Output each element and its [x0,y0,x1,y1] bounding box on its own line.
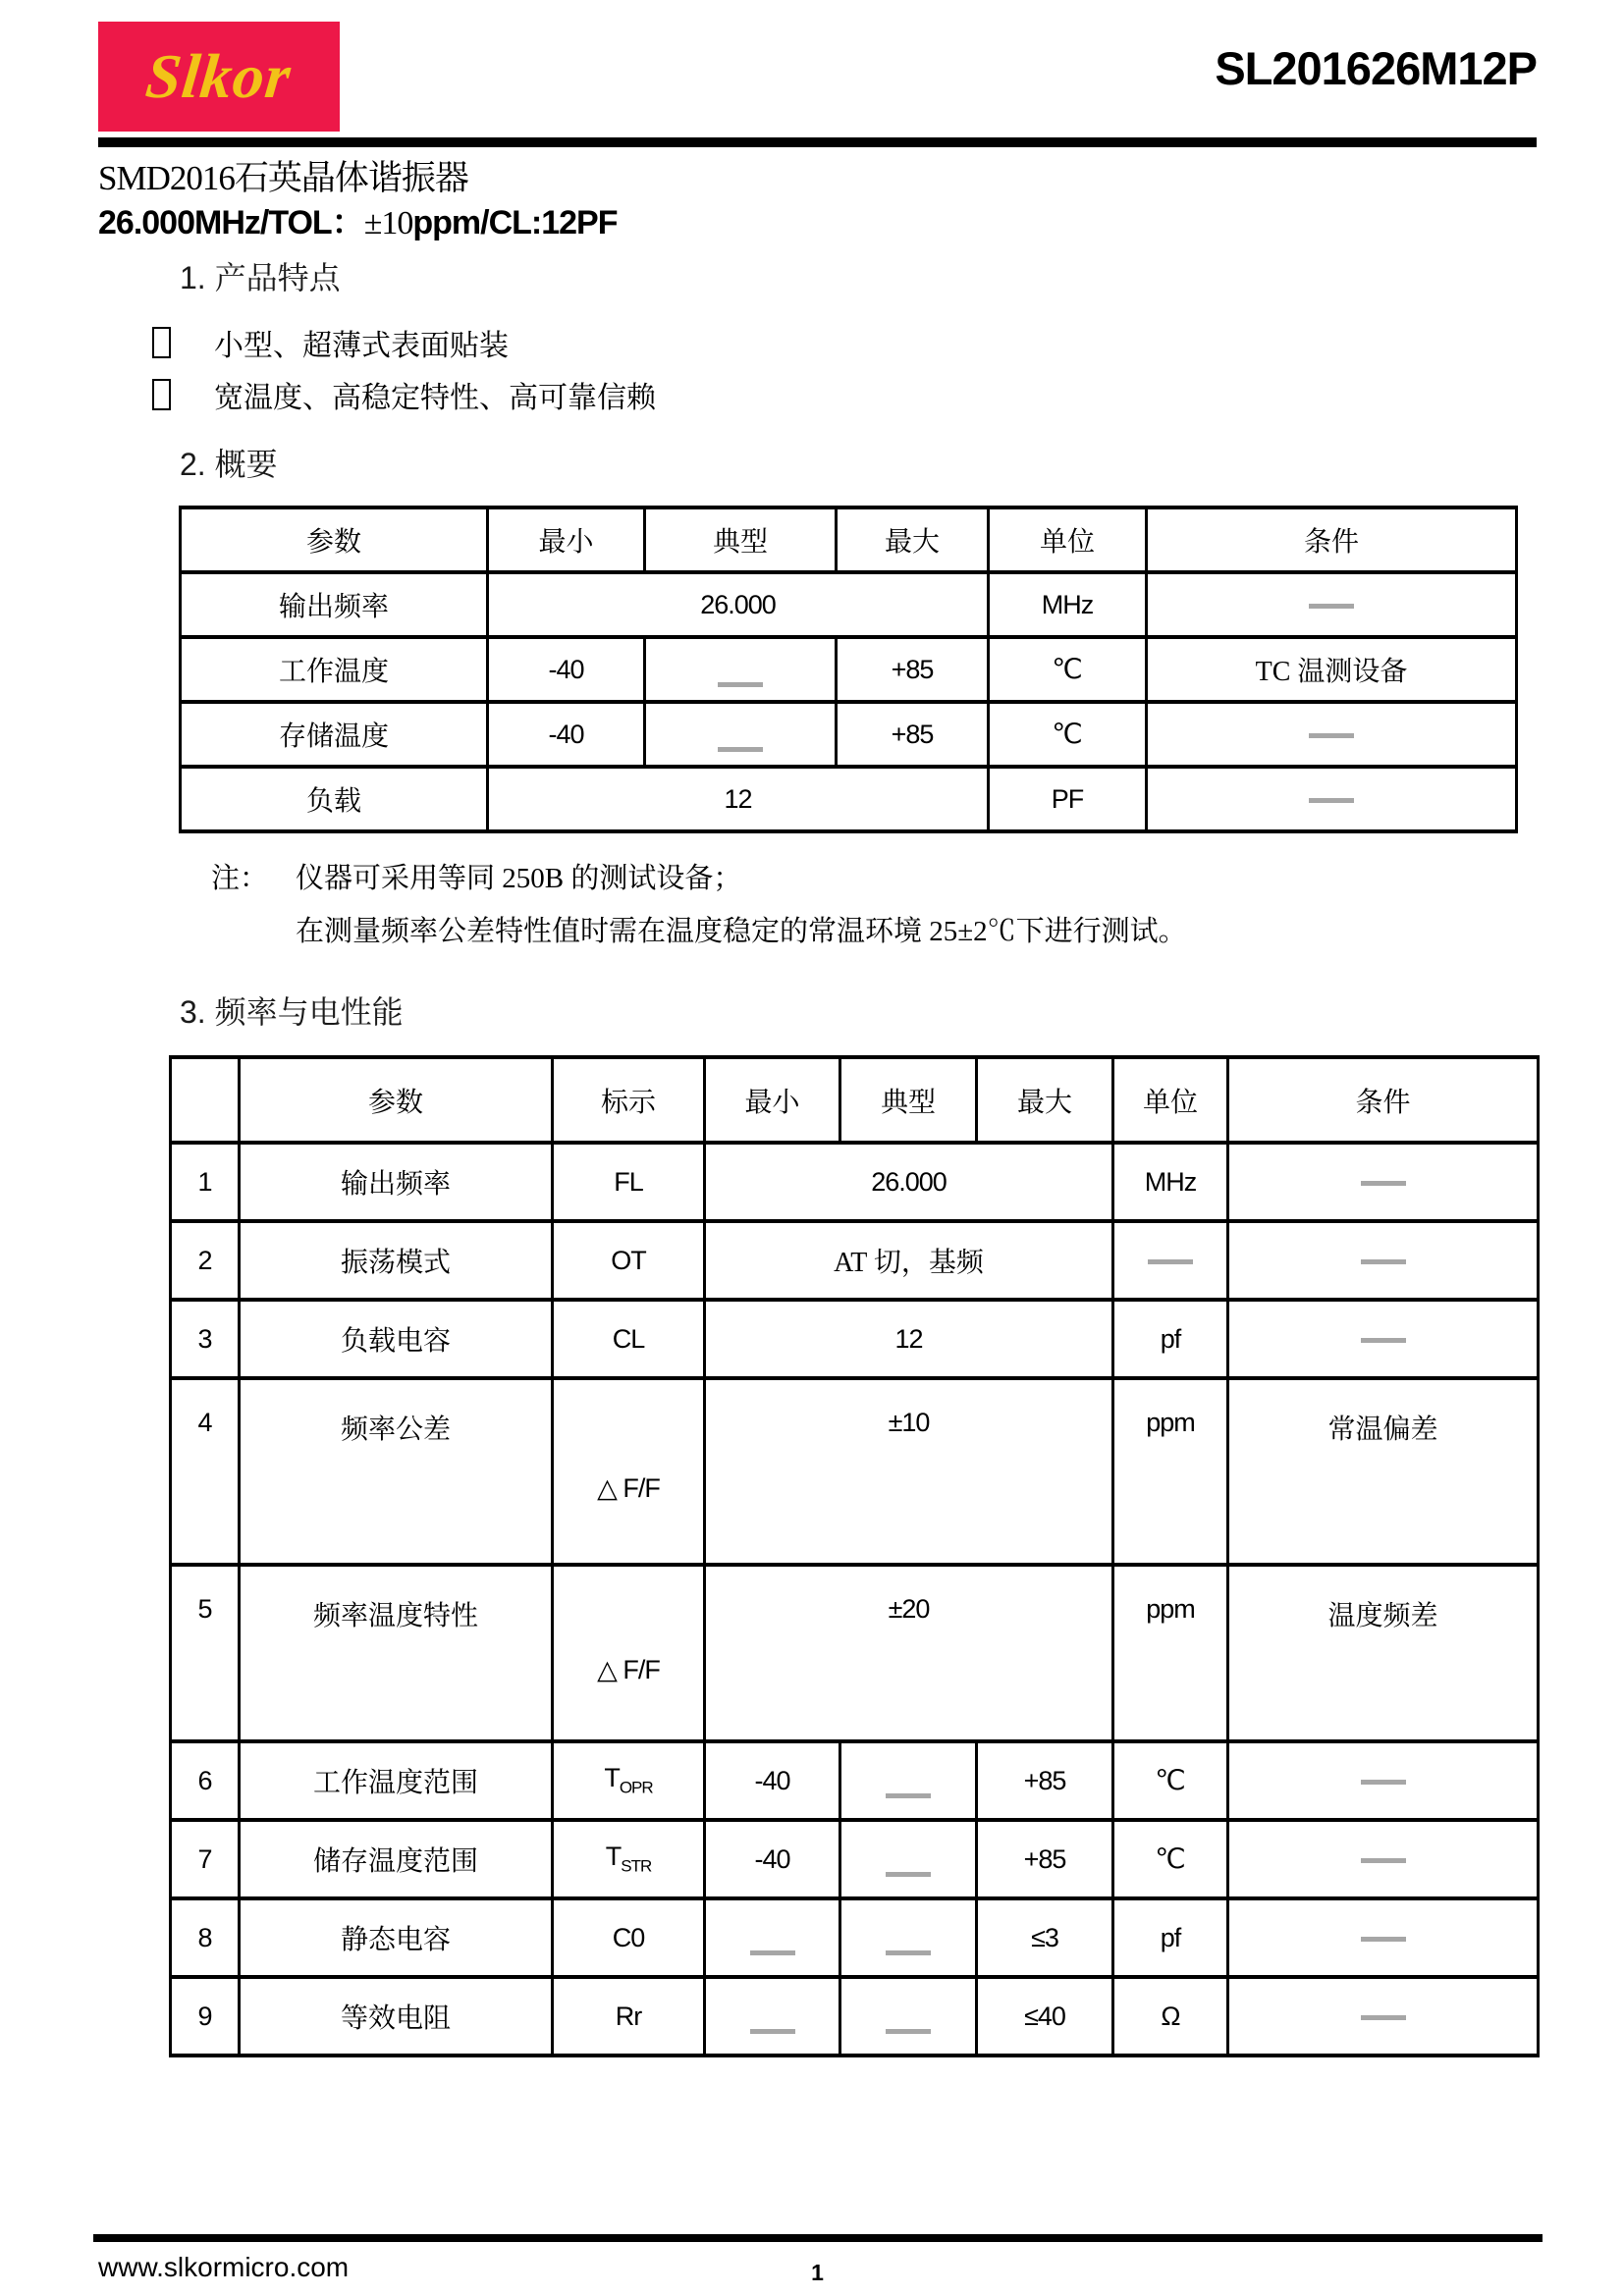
electrical-header-cell: 条件 [1228,1057,1539,1143]
spec-tolerance: ±10 [363,205,413,241]
min-cell: -40 [705,1820,840,1898]
summary-header-cell: 典型 [645,507,837,572]
max-cell: +85 [977,1820,1113,1898]
note-label: 注： [211,863,269,894]
param-cell: 频率公差 [240,1378,553,1565]
section-title-summary: 2. 概要 [180,447,278,482]
min-cell: -40 [488,637,645,702]
max-cell: ≤40 [977,1977,1113,2056]
dash-placeholder [1361,1181,1406,1186]
dash-placeholder [1309,733,1354,738]
symbol-cell: △ F/F [553,1378,705,1565]
feature-item [152,321,509,364]
electrical-header-row [171,1057,1539,1143]
row-number-cell: 3 [171,1300,240,1378]
electrical-row-frequency-tolerance [171,1378,1539,1565]
param-cell: 工作温度范围 [240,1741,553,1820]
condition-cell [1228,1221,1539,1300]
electrical-header-cell [171,1057,240,1143]
dash-placeholder [886,2029,931,2034]
note-line-1: 仪器可采用等同 250B 的测试设备； [296,863,742,894]
row-number-cell: 8 [171,1898,240,1977]
summary-header-cell: 单位 [989,507,1147,572]
unit-cell: Ω [1113,1977,1228,2056]
max-cell: +85 [977,1741,1113,1820]
dash-placeholder [1361,2015,1406,2020]
dash-placeholder [1361,1259,1406,1264]
dash-placeholder [1309,604,1354,609]
symbol-cell: Rr [553,1977,705,2056]
brand-logo [98,22,340,132]
max-cell: +85 [837,637,989,702]
electrical-row-operating-temp-range [171,1741,1539,1820]
param-cell: 频率温度特性 [240,1565,553,1741]
condition-cell [1228,1300,1539,1378]
typ-cell [840,1741,977,1820]
electrical-header-cell: 参数 [240,1057,553,1143]
condition-cell [1147,767,1517,831]
value-cell: 26.000 [488,572,989,637]
param-cell: 负载电容 [240,1300,553,1378]
max-cell: +85 [837,702,989,767]
symbol-cell: C0 [553,1898,705,1977]
typ-cell [645,702,837,767]
part-number-title: SL201626M12P [1215,42,1537,94]
condition-cell [1147,572,1517,637]
summary-header-cell: 条件 [1147,507,1517,572]
spec-suffix: ppm/CL:12PF [412,204,618,241]
param-cell: 工作温度 [181,637,488,702]
dash-placeholder [1361,1780,1406,1785]
symbol-cell: $T_{STR}$ [553,1820,705,1898]
row-number-cell: 4 [171,1378,240,1565]
dash-placeholder [1309,798,1354,803]
symbol-cell: CL [553,1300,705,1378]
param-cell: 振荡模式 [240,1221,553,1300]
electrical-header-cell: 最小 [705,1057,840,1143]
value-cell: 12 [488,767,989,831]
unit-cell: pf [1113,1300,1228,1378]
condition-cell: 温度频差 [1228,1565,1539,1741]
summary-row-operating-temp [181,637,1517,702]
value-cell: ±10 [705,1378,1113,1565]
typ-cell [840,1898,977,1977]
electrical-row-shunt-capacitance [171,1898,1539,1977]
bullet-tofu-icon [152,379,171,410]
min-cell: -40 [488,702,645,767]
param-cell: 输出频率 [181,572,488,637]
electrical-row-storage-temp-range [171,1820,1539,1898]
dash-placeholder [1361,1937,1406,1942]
unit-cell: PF [989,767,1147,831]
typ-cell [840,1820,977,1898]
electrical-row-output-frequency [171,1143,1539,1221]
condition-cell [1228,1820,1539,1898]
bullet-tofu-icon [152,327,171,358]
value-cell: 12 [705,1300,1113,1378]
brand-logo-text: Slkor [142,41,296,111]
row-number-cell: 9 [171,1977,240,2056]
dash-placeholder [750,2029,795,2034]
value-cell: ±20 [705,1565,1113,1741]
summary-header-cell: 最小 [488,507,645,572]
footer-rule [93,2234,1543,2242]
electrical-row-load-capacitance [171,1300,1539,1378]
dash-placeholder [718,747,763,752]
row-number-cell: 6 [171,1741,240,1820]
value-cell: 26.000 [705,1143,1113,1221]
summary-header-cell: 参数 [181,507,488,572]
electrical-row-equivalent-resistance [171,1977,1539,2056]
condition-cell [1147,702,1517,767]
electrical-table [169,1055,1540,2057]
min-cell [705,1898,840,1977]
condition-cell: 常温偏差 [1228,1378,1539,1565]
dash-placeholder [718,682,763,687]
summary-header-cell: 最大 [837,507,989,572]
electrical-row-frequency-temp-characteristic [171,1565,1539,1741]
row-number-cell: 2 [171,1221,240,1300]
symbol-cell: △ F/F [553,1565,705,1741]
condition-cell [1228,1977,1539,2056]
dash-placeholder [750,1950,795,1955]
symbol-cell: $T_{OPR}$ [553,1741,705,1820]
summary-header-row [181,507,1517,572]
product-spec-line [98,195,617,243]
row-number-cell: 5 [171,1565,240,1741]
feature-item-text: 小型、超薄式表面贴装 [214,330,509,362]
note-text [296,852,1187,958]
note-line-2: 在测量频率公差特性值时需在温度稳定的常温环境 25±2℃下进行测试。 [296,916,1187,947]
value-cell: AT 切，基频 [705,1221,1113,1300]
param-cell: 负载 [181,767,488,831]
summary-table [179,506,1518,833]
feature-item [152,373,656,416]
unit-cell: MHz [989,572,1147,637]
section-title-electrical: 3. 频率与电性能 [180,994,404,1030]
electrical-row-oscillation-mode [171,1221,1539,1300]
unit-cell [1113,1221,1228,1300]
unit-cell: ppm [1113,1565,1228,1741]
param-cell: 静态电容 [240,1898,553,1977]
summary-row-output-frequency [181,572,1517,637]
dash-placeholder [1148,1259,1193,1264]
spec-prefix: 26.000MHz/TOL： [98,204,364,241]
dash-placeholder [886,1950,931,1955]
unit-cell: ℃ [989,702,1147,767]
dash-placeholder [886,1793,931,1798]
dash-placeholder [886,1872,931,1877]
row-number-cell: 7 [171,1820,240,1898]
footer-page-number: 1 [811,2260,824,2285]
param-cell: 等效电阻 [240,1977,553,2056]
param-cell: 输出频率 [240,1143,553,1221]
unit-cell: pf [1113,1898,1228,1977]
feature-item-text: 宽温度、高稳定特性、高可靠信赖 [214,382,656,414]
dash-placeholder [1361,1338,1406,1343]
footer-website: www.slkormicro.com [98,2252,350,2282]
condition-cell [1228,1143,1539,1221]
electrical-header-cell: 标示 [553,1057,705,1143]
max-cell: ≤3 [977,1898,1113,1977]
condition-cell: TC 温测设备 [1147,637,1517,702]
row-number-cell: 1 [171,1143,240,1221]
electrical-header-cell: 单位 [1113,1057,1228,1143]
symbol-cell: FL [553,1143,705,1221]
condition-cell [1228,1898,1539,1977]
min-cell [705,1977,840,2056]
unit-cell: MHz [1113,1143,1228,1221]
unit-cell: ppm [1113,1378,1228,1565]
param-cell: 存储温度 [181,702,488,767]
typ-cell [645,637,837,702]
min-cell: -40 [705,1741,840,1820]
summary-row-load [181,767,1517,831]
unit-cell: ℃ [1113,1741,1228,1820]
electrical-header-cell: 典型 [840,1057,977,1143]
header-rule [98,137,1537,147]
condition-cell [1228,1741,1539,1820]
electrical-header-cell: 最大 [977,1057,1113,1143]
note-block [211,852,1187,958]
symbol-cell: OT [553,1221,705,1300]
typ-cell [840,1977,977,2056]
section-title-features: 1. 产品特点 [180,260,341,295]
unit-cell: ℃ [989,637,1147,702]
param-cell: 储存温度范围 [240,1820,553,1898]
product-subtitle: SMD2016石英晶体谐振器 [98,159,468,197]
summary-row-storage-temp [181,702,1517,767]
unit-cell: ℃ [1113,1820,1228,1898]
dash-placeholder [1361,1858,1406,1863]
